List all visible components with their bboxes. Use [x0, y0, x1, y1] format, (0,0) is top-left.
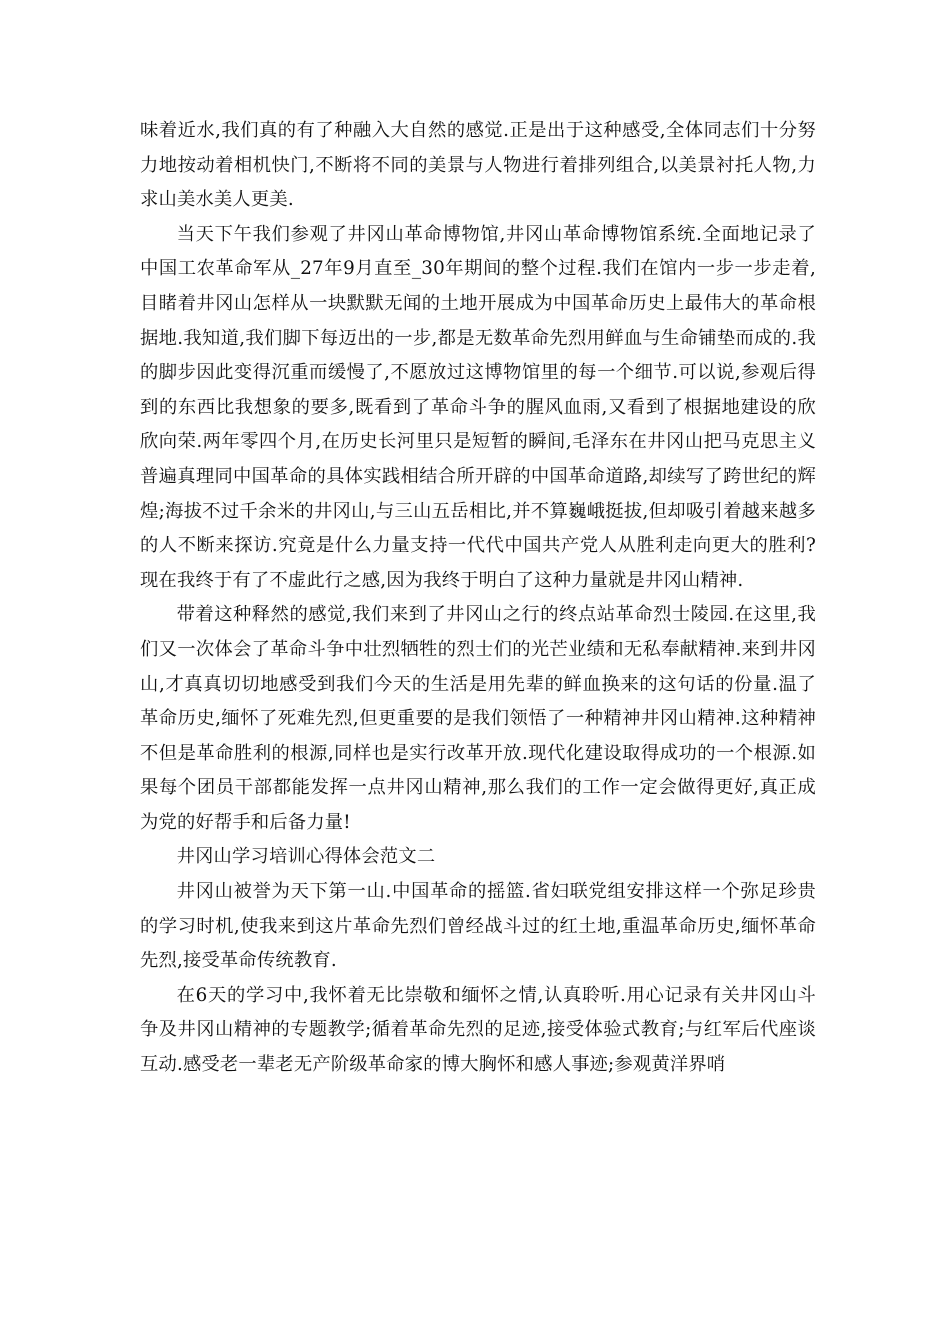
section-heading: 井冈山学习培训心得体会范文二	[176, 846, 436, 868]
paragraph-museum-visit: 当天下午我们参观了井冈山革命博物馆,井冈山革命博物馆系统.全面地记录了中国工农革命军从_27年9月直至_30年期间的整个过程.我们在馆内一步一步走着,目睹着井冈山怎样从一块默默无闻的土地开展成为中国革命历史上最伟大的革命根据地.我知道,我们脚下每迈出的一步,都是无数革命先烈用鲜血与生命铺垫而成的.我的脚步因此变得沉重而缓慢了,不愿放过这博物馆里的每一个细节.可以说,参观后得到的东西比我想象的要多,既看到了革命斗争的腥风血雨,又看到了根据地建设的欣欣向荣.两年零四个月,在历史长河里只是短暂的瞬间,毛泽东在井冈山把马克思主义普遍真理同中国革命的具体实践相结合所开辟的中国革命道路,却续写了跨世纪的辉煌;海拔不过千余米的井冈山,与三山五岳相比,并不算巍峨挺拔,但却吸引着越来越多的人不断来探访.究竟是什么力量支持一代代中国共产党人从胜利走向更大的胜利?现在我终于有了不虚此行之感,因为我终于明白了这种力量就是井冈山精神.	[140, 223, 816, 591]
paragraph-six-days-study: 在6天的学习中,我怀着无比崇敬和缅怀之情,认真聆听.用心记录有关井冈山斗争及井冈山精神的专题教学;循着革命先烈的足迹,接受体验式教育;与红军后代座谈互动.感受老一辈老无产阶级革命家的博大胸怀和感人事迹;参观黄洋界哨	[140, 984, 816, 1076]
document-body	[140, 114, 816, 1083]
paragraph-martyrs-cemetery: 带着这种释然的感觉,我们来到了井冈山之行的终点站革命烈士陵园.在这里,我们又一次体会了革命斗争中壮烈牺牲的烈士们的光芒业绩和无私奉献精神.来到井冈山,才真真切切地感受到我们今天的生活是用先辈的鲜血换来的这句话的份量.温了革命历史,缅怀了死难先烈,但更重要的是我们领悟了一种精神井冈山精神.这种精神不但是革命胜利的根源,同样也是实行改革开放.现代化建设取得成功的一个根源.如果每个团员干部都能发挥一点井冈山精神,那么我们的工作一定会做得更好,真正成为党的好帮手和后备力量!	[140, 604, 816, 833]
paragraph-continuation: 味着近水,我们真的有了种融入大自然的感觉.正是出于这种感受,全体同志们十分努力地按动着相机快门,不断将不同的美景与人物进行着排列组合,以美景衬托人物,力求山美水美人更美.	[140, 120, 816, 211]
paragraph-cradle-of-revolution: 井冈山被誉为天下第一山.中国革命的摇篮.省妇联党组安排这样一个弥足珍贵的学习时机,使我来到这片革命先烈们曾经战斗过的红土地,重温革命历史,缅怀革命先烈,接受革命传统教育.	[140, 881, 816, 972]
